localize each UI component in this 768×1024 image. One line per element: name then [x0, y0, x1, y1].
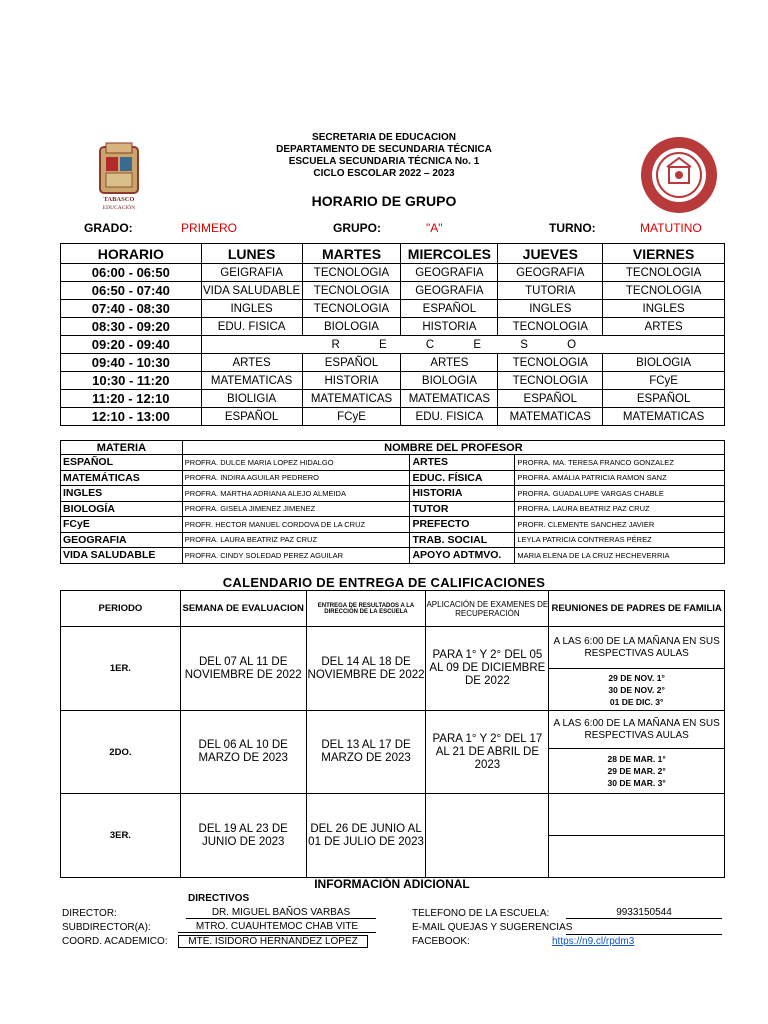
phone-value: 9933150544	[566, 907, 722, 919]
calendar-header-periodo: PERIODO	[61, 591, 181, 627]
subject-cell: BIOLOGIA	[302, 318, 401, 336]
subject-cell: ESPAÑOL	[498, 390, 603, 408]
recovery-cell	[426, 794, 549, 878]
subject-name: APOYO ADTMVO.	[410, 548, 515, 564]
subject-cell: TECNOLOGIA	[498, 354, 603, 372]
subject-cell: INGLES	[498, 300, 603, 318]
grado-label: GRADO:	[84, 221, 133, 235]
teacher-name: PROFR. CLEMENTE SANCHEZ JAVIER	[515, 517, 725, 533]
meeting-date: 29 DE NOV. 1°	[608, 672, 665, 683]
calendar-header-reuniones: REUNIONES DE PADRES DE FAMILIA	[549, 591, 725, 627]
subject-cell: GEOGRAFIA	[498, 264, 603, 282]
subject-name: INGLES	[61, 486, 183, 502]
recovery-cell: PARA 1° Y 2° DEL 05 AL 09 DE DICIEMBRE DE 2022	[426, 627, 549, 711]
meeting-date: 29 DE MAR. 2°	[607, 766, 666, 776]
subject-cell: ESPAÑOL	[302, 354, 401, 372]
table-row	[61, 354, 725, 372]
evaluation-week-cell: DEL 06 AL 10 DE MARZO DE 2023	[180, 711, 306, 794]
grado-value: PRIMERO	[181, 221, 238, 235]
subject-cell: TUTORIA	[498, 282, 603, 300]
recovery-cell: PARA 1° Y 2° DEL 17 AL 21 DE ABRIL DE 2023	[426, 711, 549, 794]
meeting-date: 30 DE MAR. 3°	[607, 778, 666, 788]
subject-cell: ESPAÑOL	[603, 390, 725, 408]
schedule-header-horario: HORARIO	[61, 244, 202, 264]
period-cell: 2DO.	[61, 711, 181, 794]
period-cell: 1ER.	[61, 627, 181, 711]
subject-cell: BIOLIGIA	[201, 390, 302, 408]
subject-name: TRAB. SOCIAL	[410, 532, 515, 548]
subject-cell: EDU. FISICA	[401, 408, 498, 426]
subject-cell: MATEMATICAS	[603, 408, 725, 426]
email-label: E-MAIL QUEJAS Y SUGERENCIAS	[412, 922, 573, 933]
table-row	[61, 501, 725, 517]
schedule-header-row	[61, 244, 725, 264]
turno-value: MATUTINO	[640, 221, 702, 235]
schedule-header-martes: MARTES	[302, 244, 401, 264]
recess-time-cell: 09:20 - 09:40	[61, 336, 202, 354]
meeting-date: 28 DE MAR. 1°	[607, 754, 666, 764]
table-row	[61, 532, 725, 548]
table-row	[61, 372, 725, 390]
table-row	[61, 794, 725, 836]
subject-cell: TECNOLOGIA	[603, 264, 725, 282]
recess-label: R E C E S O	[201, 336, 724, 354]
calendar-title: CALENDARIO DE ENTREGA DE CALIFICACIONES	[222, 575, 546, 590]
subject-cell: GEIGRAFIA	[201, 264, 302, 282]
time-cell: 08:30 - 09:20	[61, 318, 202, 336]
subject-name: GEOGRAFIA	[61, 532, 183, 548]
subject-cell: HISTORIA	[401, 318, 498, 336]
subject-cell: INGLES	[603, 300, 725, 318]
meeting-dates-cell	[549, 836, 725, 878]
schedule-header-jueves: JUEVES	[498, 244, 603, 264]
delivery-cell: DEL 26 DE JUNIO AL 01 DE JULIO DE 2023	[306, 794, 426, 878]
table-row	[61, 282, 725, 300]
facebook-label: FACEBOOK:	[412, 936, 470, 947]
teacher-name: LEYLA PATRICIA CONTRERAS PÉREZ	[515, 532, 725, 548]
meeting-note-cell	[549, 794, 725, 836]
subdirector-label: SUBDIRECTOR(A):	[62, 922, 151, 933]
meeting-dates-cell	[549, 669, 725, 711]
teacher-name: PROFRA. MA. TERESA FRANCO GONZALEZ	[515, 455, 725, 471]
subject-name: TUTOR	[410, 501, 515, 517]
teachers-header-profesor: NOMBRE DEL PROFESOR	[182, 441, 724, 455]
subject-cell: TECNOLOGIA	[302, 264, 401, 282]
subject-name: PREFECTO	[410, 517, 515, 533]
teacher-name: PROFRA. GISELA JIMENEZ JIMENEZ	[182, 501, 410, 517]
subject-cell: INGLES	[201, 300, 302, 318]
table-row	[61, 627, 725, 669]
table-row	[61, 264, 725, 282]
subject-cell: ESPAÑOL	[401, 300, 498, 318]
subject-cell: MATEMATICAS	[302, 390, 401, 408]
delivery-cell: DEL 13 AL 17 DE MARZO DE 2023	[306, 711, 426, 794]
director-name: DR. MIGUEL BAÑOS VARBAS	[186, 907, 376, 919]
subject-cell: GEOGRAFIA	[401, 264, 498, 282]
schedule-header-miercoles: MIERCOLES	[401, 244, 498, 264]
teachers-header-row	[61, 441, 725, 455]
meeting-note-cell: A LAS 6:00 DE LA MAÑANA EN SUS RESPECTIVAS AULAS	[549, 627, 725, 669]
subject-cell: VIDA SALUDABLE	[201, 282, 302, 300]
subject-cell: EDU. FISICA	[201, 318, 302, 336]
subject-cell: TECNOLOGIA	[498, 318, 603, 336]
time-cell: 09:40 - 10:30	[61, 354, 202, 372]
phone-label: TELEFONO DE LA ESCUELA:	[412, 908, 550, 919]
table-row	[61, 455, 725, 471]
header-line-departamento: DEPARTAMENTO DE SECUNDARIA TÉCNICA	[276, 144, 492, 155]
subject-cell: BIOLOGIA	[401, 372, 498, 390]
subject-cell: TECNOLOGIA	[302, 300, 401, 318]
svg-text:EDUCACIÓN: EDUCACIÓN	[102, 205, 136, 211]
delivery-cell: DEL 14 AL 18 DE NOVIEMBRE DE 2022	[306, 627, 426, 711]
teacher-name: PROFRA. CINDY SOLEDAD PEREZ AGUILAR	[182, 548, 410, 564]
recess-row	[61, 336, 725, 354]
table-row	[61, 408, 725, 426]
time-cell: 06:00 - 06:50	[61, 264, 202, 282]
teacher-name: PROFRA. LAURA BEATRIZ PAZ CRUZ	[182, 532, 410, 548]
calendar-header-entrega: ENTREGA DE RESULTADOS A LA DIRECCIÓN DE LA ESCUELA	[306, 591, 426, 627]
teachers-table	[60, 440, 725, 564]
svg-text:TABASCO: TABASCO	[103, 196, 135, 203]
meeting-dates-cell	[549, 749, 725, 794]
table-row	[61, 517, 725, 533]
header-line-secretaria: SECRETARIA DE EDUCACION	[312, 132, 456, 143]
subdirector-name: MTRO. CUAUHTEMOC CHAB VITE	[178, 921, 376, 933]
subject-cell: BIOLOGIA	[603, 354, 725, 372]
teacher-name: PROFRA. LAURA BEATRIZ PAZ CRUZ	[515, 501, 725, 517]
subject-name: VIDA SALUDABLE	[61, 548, 183, 564]
subject-cell: TECNOLOGIA	[603, 282, 725, 300]
subject-cell: MATEMATICAS	[401, 390, 498, 408]
subject-cell: MATEMATICAS	[201, 372, 302, 390]
teacher-name: PROFRA. GUADALUPE VARGAS CHABLE	[515, 486, 725, 502]
subject-cell: FCyE	[302, 408, 401, 426]
subject-cell: ARTES	[401, 354, 498, 372]
coord-name: MTE. ISIDORO HERNÁNDEZ LÓPEZ	[178, 935, 368, 948]
teacher-name: PROFRA. AMALIA PATRICIA RAMON SANZ	[515, 470, 725, 486]
schedule-table	[60, 243, 725, 426]
calendar-header-semana: SEMANA DE EVALUACION	[180, 591, 306, 627]
subject-cell: TECNOLOGIA	[498, 372, 603, 390]
additional-info-title: INFORMACIÓN ADICIONAL	[314, 877, 470, 891]
calendar-table	[60, 590, 725, 878]
period-cell: 3ER.	[61, 794, 181, 878]
header-line-escuela: ESCUELA SECUNDARIA TÉCNICA No. 1	[288, 156, 480, 167]
subject-name: ESPAÑOL	[61, 455, 183, 471]
table-row	[61, 470, 725, 486]
meeting-date: 01 DE DIC. 3°	[609, 696, 664, 707]
directivos-label: DIRECTIVOS	[188, 893, 250, 904]
subject-cell: ARTES	[201, 354, 302, 372]
table-row	[61, 711, 725, 749]
subject-name: BIOLOGÍA	[61, 501, 183, 517]
email-value	[566, 921, 722, 935]
teacher-name: PROFRA. MARTHA ADRIANA ALEJO ALMEIDA	[182, 486, 410, 502]
subject-name: EDUC. FÍSICA	[410, 470, 515, 486]
subject-cell: TECNOLOGIA	[302, 282, 401, 300]
time-cell: 07:40 - 08:30	[61, 300, 202, 318]
table-row	[61, 300, 725, 318]
table-row	[61, 548, 725, 564]
subject-name: HISTORIA	[410, 486, 515, 502]
table-row	[61, 390, 725, 408]
facebook-link[interactable]: https://n9.cl/rpdm3	[552, 936, 635, 947]
time-cell: 10:30 - 11:20	[61, 372, 202, 390]
subject-name: MATEMÁTICAS	[61, 470, 183, 486]
schedule-header-viernes: VIERNES	[603, 244, 725, 264]
time-cell: 06:50 - 07:40	[61, 282, 202, 300]
calendar-header-row	[61, 591, 725, 627]
subject-name: ARTES	[410, 455, 515, 471]
teacher-name: PROFR. HECTOR MANUEL CORDOVA DE LA CRUZ	[182, 517, 410, 533]
table-row	[61, 318, 725, 336]
subject-name: FCyE	[61, 517, 183, 533]
teachers-header-materia: MATERIA	[61, 441, 183, 455]
evaluation-week-cell: DEL 07 AL 11 DE NOVIEMBRE DE 2022	[180, 627, 306, 711]
page-title: HORARIO DE GRUPO	[311, 193, 457, 209]
subject-cell: HISTORIA	[302, 372, 401, 390]
subject-cell: ARTES	[603, 318, 725, 336]
teacher-name: MARIA ELENA DE LA CRUZ HECHEVERRIA	[515, 548, 725, 564]
director-label: DIRECTOR:	[62, 908, 117, 919]
teacher-name: PROFRA. INDIRA AGUILAR PEDRERO	[182, 470, 410, 486]
subject-cell: ESPAÑOL	[201, 408, 302, 426]
grupo-value: "A"	[426, 221, 443, 235]
subject-cell: FCyE	[603, 372, 725, 390]
time-cell: 12:10 - 13:00	[61, 408, 202, 426]
evaluation-week-cell: DEL 19 AL 23 DE JUNIO DE 2023	[180, 794, 306, 878]
time-cell: 11:20 - 12:10	[61, 390, 202, 408]
calendar-header-recuperacion: APLICACIÓN DE EXAMENES DE RECUPERACIÓN	[426, 591, 549, 627]
teacher-name: PROFRA. DULCE MARIA LOPEZ HIDALGO	[182, 455, 410, 471]
header-line-ciclo: CICLO ESCOLAR 2022 – 2023	[313, 168, 455, 179]
schedule-header-lunes: LUNES	[201, 244, 302, 264]
coord-label: COORD. ACADEMICO:	[62, 936, 168, 947]
meeting-note-cell: A LAS 6:00 DE LA MAÑANA EN SUS RESPECTIVAS AULAS	[549, 711, 725, 749]
turno-label: TURNO:	[549, 221, 596, 235]
subject-cell: MATEMATICAS	[498, 408, 603, 426]
grupo-label: GRUPO:	[333, 221, 381, 235]
meeting-date: 30 DE NOV. 2°	[608, 684, 665, 695]
subject-cell: GEOGRAFIA	[401, 282, 498, 300]
table-row	[61, 486, 725, 502]
